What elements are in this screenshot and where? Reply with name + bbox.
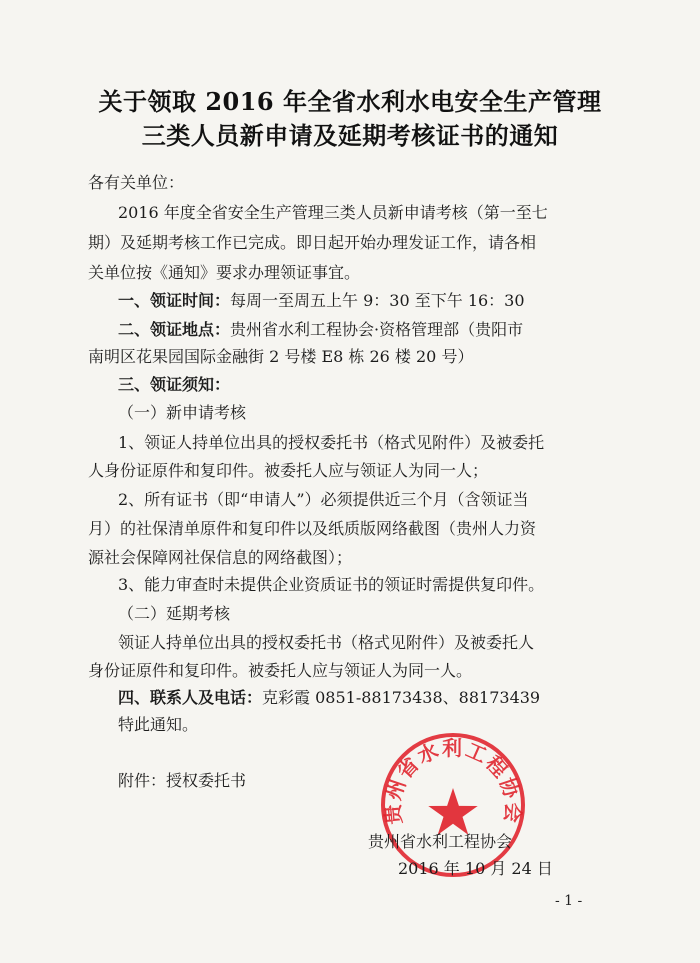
title-line-2: 三类人员新申请及延期考核证书的通知 — [141, 121, 559, 150]
section-2-text: 贵州省水利工程协会·资格管理部（贵阳市 — [230, 320, 524, 339]
extension-line-1: 领证人持单位出具的授权委托书（格式见附件）及被委托人 — [118, 633, 535, 652]
section-1 — [118, 288, 525, 311]
salutation: 各有关单位： — [88, 173, 185, 192]
star-icon — [428, 788, 477, 835]
item-2-line-2: 月）的社保清单原件和复印件以及纸质版网络截图（贵州人力资 — [88, 519, 537, 538]
svg-text:贵州省水利工程协会: 贵州省水利工程协会 — [380, 735, 526, 826]
section-1-text: 每周一至周五上午 9：30 至下午 16：30 — [230, 291, 525, 310]
attachment-note: 附件：授权委托书 — [118, 771, 247, 790]
signature-date: 2016 年 10 月 24 日 — [398, 859, 553, 878]
signature-organization: 贵州省水利工程协会 — [368, 832, 513, 851]
item-2-line-1: 2、所有证书（即“申请人”）必须提供近三个月（含领证当 — [118, 490, 529, 509]
section-2-text-cont: 南明区花果园国际金融街 2 号楼 E8 栋 26 楼 20 号） — [88, 347, 474, 366]
item-1-line-2: 人身份证原件和复印件。被委托人应与领证人为同一人； — [88, 461, 489, 480]
section-2-heading: 二、领证地点： — [118, 320, 231, 339]
title-line-1: 关于领取 2016 年全省水利水电安全生产管理 — [98, 87, 602, 116]
extension-line-2: 身份证原件和复印件。被委托人应与领证人为同一人。 — [88, 661, 473, 680]
section-4 — [118, 685, 540, 708]
section-3-heading: 三、领证须知： — [118, 375, 231, 394]
item-3: 3、能力审查时未提供企业资质证书的领证时需提供复印件。 — [118, 575, 545, 594]
page-number: - 1 - — [555, 893, 583, 909]
item-2-line-3: 源社会保障网社保信息的网络截图）； — [88, 548, 353, 567]
section-2 — [118, 317, 523, 340]
section-4-text: 克彩霞 0851-88173438、88173439 — [262, 688, 541, 707]
subheading-extension: （二）延期考核 — [118, 604, 231, 623]
intro-line-1: 2016 年度全省安全生产管理三类人员新申请考核（第一至七 — [118, 203, 548, 222]
item-1-line-1: 1、领证人持单位出具的授权委托书（格式见附件）及被委托 — [118, 433, 545, 452]
subheading-new-application: （一）新申请考核 — [118, 403, 247, 422]
intro-line-3: 关单位按《通知》要求办理领证事宜。 — [88, 263, 361, 282]
section-1-heading: 一、领证时间： — [118, 291, 231, 310]
intro-line-2: 期）及延期考核工作已完成。即日起开始办理发证工作，请各相 — [88, 233, 537, 252]
section-4-heading: 四、联系人及电话： — [118, 688, 263, 707]
closing-text: 特此通知。 — [118, 715, 199, 734]
